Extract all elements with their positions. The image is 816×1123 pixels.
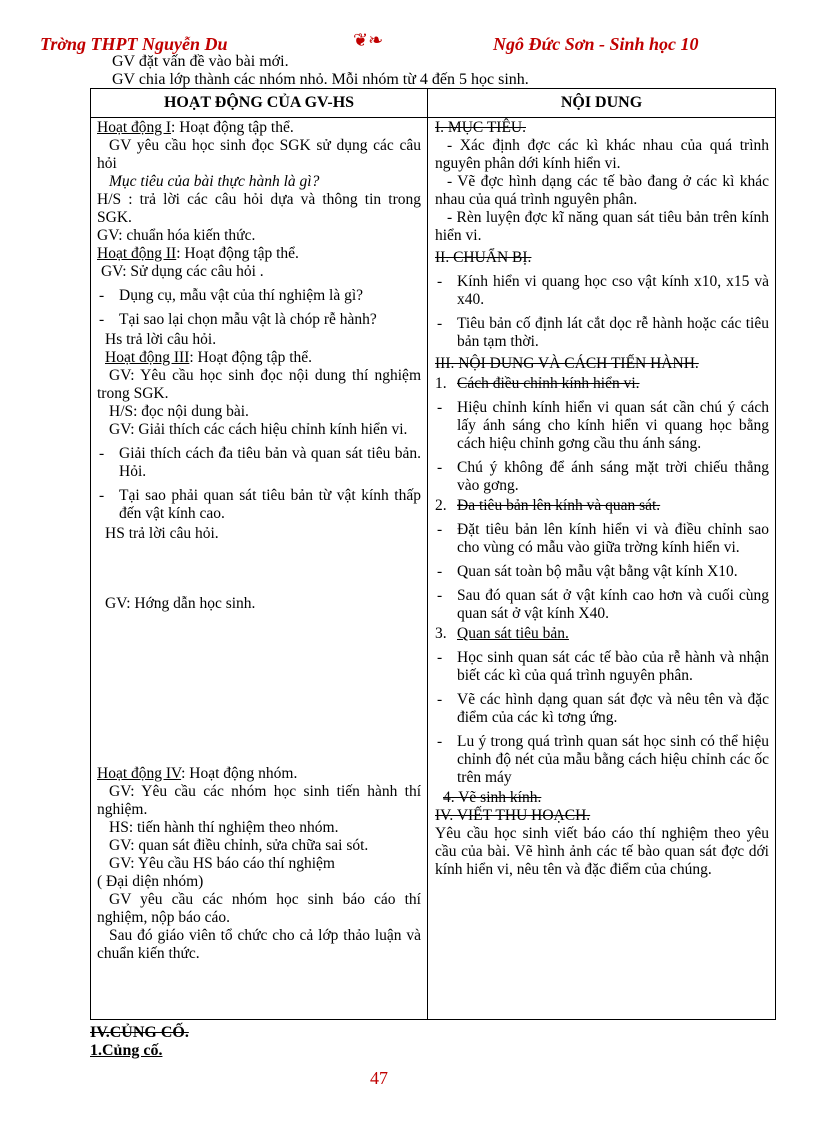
step-1-item-1: - Hiệu chỉnh kính hiển vi quan sát cần chú ý cách lấy ánh sáng cho kính hiển vi quang học bằng cách hiệu chỉnh gơng cầu thu ánh sáng. — [435, 399, 769, 453]
step-1-item-2: - Chú ý không để ánh sáng mặt trời chiếu thẳng vào gơng. — [435, 459, 769, 495]
activity-1-answer: H/S : trả lời các câu hỏi dựa và thông tin trong SGK. — [97, 191, 421, 226]
activity-1-text: GV yêu cầu học sinh đọc SGK sử dụng các câu hỏi — [97, 137, 421, 172]
section-4-title: IV. VIẾT THU HOẠCH. — [435, 807, 591, 824]
col-header-content: NỘI DUNG — [560, 94, 643, 111]
content-column — [435, 119, 769, 879]
step-4-title: 4. Vẽ sinh kính. — [443, 789, 542, 806]
activity-3-text-1: GV: Yêu cầu học sinh đọc nội dung thí nghiệm trong SGK. — [97, 367, 421, 402]
activity-3-answer: HS trả lời câu hỏi. — [105, 525, 219, 542]
column-divider — [427, 89, 428, 1019]
activity-3-text-2: H/S: đọc nội dung bài. — [109, 403, 249, 420]
activity-4-text-6: GV yêu cầu các nhóm học sinh báo cáo thí nghiệm, nộp báo cáo. — [97, 891, 421, 926]
step-3-number: 3. — [435, 625, 447, 642]
activity-1-question: Mục tiêu của bài thực hành là gì? — [109, 173, 320, 190]
section-3-title: III. NỘI DUNG VÀ CÁCH TIẾN HÀNH. — [435, 355, 699, 372]
activity-3-question-1: - Giải thích cách đa tiêu bản và quan sát tiêu bản. Hỏi. — [97, 445, 421, 481]
activity-4-title-rest: : Hoạt động nhóm. — [181, 765, 298, 782]
header-school: Trờng THPT Nguyễn Du — [40, 34, 228, 54]
step-2-item-1: - Đặt tiêu bản lên kính hiển vi và điều chỉnh sao cho vùng có mẫu vào giữa trờng kính hiển vi. — [435, 521, 769, 557]
activity-3-title-rest: : Hoạt động tập thể. — [189, 349, 313, 366]
step-3-item-1: - Học sinh quan sát các tế bào của rễ hành và nhận biết các kì của quá trình nguyên phân. — [435, 649, 769, 685]
activity-4-title: Hoạt động IV — [97, 765, 182, 782]
page-number: 47 — [370, 1068, 388, 1088]
step-1-title: Cách điều chỉnh kính hiển vi. — [457, 375, 640, 392]
intro-line-2: GV chia lớp thành các nhóm nhỏ. Mỗi nhóm từ 4 đến 5 học sinh. — [112, 71, 529, 88]
section-2-item-1: - Kính hiển vi quang học cso vật kính x10, x15 và x40. — [435, 273, 769, 309]
activity-4-text-4: GV: Yêu cầu HS báo cáo thí nghiệm — [109, 855, 335, 872]
activity-3-guide: GV: Hớng dẫn học sinh. — [105, 595, 256, 612]
col-header-activities: HOẠT ĐỘNG CỦA GV-HS — [163, 94, 355, 111]
activities-column — [97, 119, 421, 963]
section-2-item-2: - Tiêu bản cố định lát cắt dọc rễ hành hoặc các tiêu bản tạm thời. — [435, 315, 769, 351]
activity-2-text: GV: Sử dụng các câu hỏi . — [101, 263, 264, 280]
activity-2-title-rest: : Hoạt động tập thể. — [176, 245, 299, 262]
header-author: Ngô Đức Sơn - Sinh học 10 — [493, 34, 699, 54]
activity-1-title-rest: : Hoạt động tập thể. — [171, 119, 294, 136]
section-1-item-3: - Rèn luyện đợc kĩ năng quan sát tiêu bản trên kính hiển vi. — [435, 209, 769, 244]
activity-2-question-2: - Tại sao lại chọn mẫu vật là chóp rễ hành? — [97, 311, 421, 329]
step-3-title: Quan sát tiêu bản. — [457, 625, 569, 642]
header-book-ornament-icon: ❦❧ — [353, 30, 384, 50]
activity-1-title: Hoạt động I — [97, 119, 172, 136]
section-1-item-2: - Vẽ đợc hình dạng các tế bào đang ở các kì khác nhau của quá trình nguyên phân. — [435, 173, 769, 208]
activity-4-text-1: GV: Yêu cầu các nhóm học sinh tiến hành thí nghiệm. — [97, 783, 421, 818]
activity-4-text-3: GV: quan sát điều chỉnh, sửa chữa sai sót. — [109, 837, 369, 854]
activity-4-text-2: HS: tiến hành thí nghiệm theo nhóm. — [109, 819, 339, 836]
activity-2-question-1: - Dụng cụ, mẫu vật của thí nghiệm là gì? — [97, 287, 421, 305]
intro-line-1: GV đặt vấn đề vào bài mới. — [112, 53, 289, 70]
lesson-table — [90, 88, 776, 1020]
activity-4-text-5: ( Đại diện nhóm) — [97, 873, 204, 890]
table-header-row — [91, 89, 775, 118]
activity-3-question-2: - Tại sao phải quan sát tiêu bản từ vật kính thấp đến vật kính cao. — [97, 487, 421, 523]
activity-2-answer: Hs trả lời câu hỏi. — [105, 331, 217, 348]
activity-3-text-3: GV: Giải thích các cách hiệu chỉnh kính hiển vi. — [109, 421, 408, 438]
section-4-text: Yêu cầu học sinh viết báo cáo thí nghiệm theo yêu cầu của bài. Vẽ hình ảnh các tế bào quan sát đợc dới kính hiển vi, nêu tên và đặc điểm của chúng. — [435, 825, 769, 878]
step-2-item-3: - Sau đó quan sát ở vật kính cao hơn và cuối cùng quan sát ở vật kính X40. — [435, 587, 769, 623]
step-2-title: Đa tiêu bản lên kính và quan sát. — [457, 497, 661, 514]
activity-2-title: Hoạt động II — [97, 245, 177, 262]
step-1-number: 1. — [435, 375, 447, 392]
step-2-item-2: - Quan sát toàn bộ mẫu vật bằng vật kính X10. — [435, 563, 769, 581]
section-2-title: II. CHUẨN BỊ. — [435, 249, 532, 266]
activity-1-conclusion: GV: chuẩn hóa kiến thức. — [97, 227, 256, 244]
step-3-item-3: - Lu ý trong quá trình quan sát học sinh có thể hiệu chỉnh độ nét của mẫu bằng cách hiệu chỉnh các ốc trên máy — [435, 733, 769, 787]
footer-heading-1: IV.CỦNG CỐ. — [90, 1024, 189, 1041]
section-1-title: I. MỤC TIÊU. — [435, 119, 526, 136]
section-1-item-1: - Xác định đợc các kì khác nhau của quá trình nguyên phân dới kính hiển vi. — [435, 137, 769, 172]
activity-3-title: Hoạt động III — [105, 349, 190, 366]
activity-4-text-7: Sau đó giáo viên tổ chức cho cả lớp thảo luận và chuẩn kiến thức. — [97, 927, 421, 962]
step-2-number: 2. — [435, 497, 447, 514]
footer-heading-2: 1.Củng cố. — [90, 1042, 163, 1059]
step-3-item-2: - Vẽ các hình dạng quan sát đợc và nêu tên và đặc điểm của các kì tơng ứng. — [435, 691, 769, 727]
